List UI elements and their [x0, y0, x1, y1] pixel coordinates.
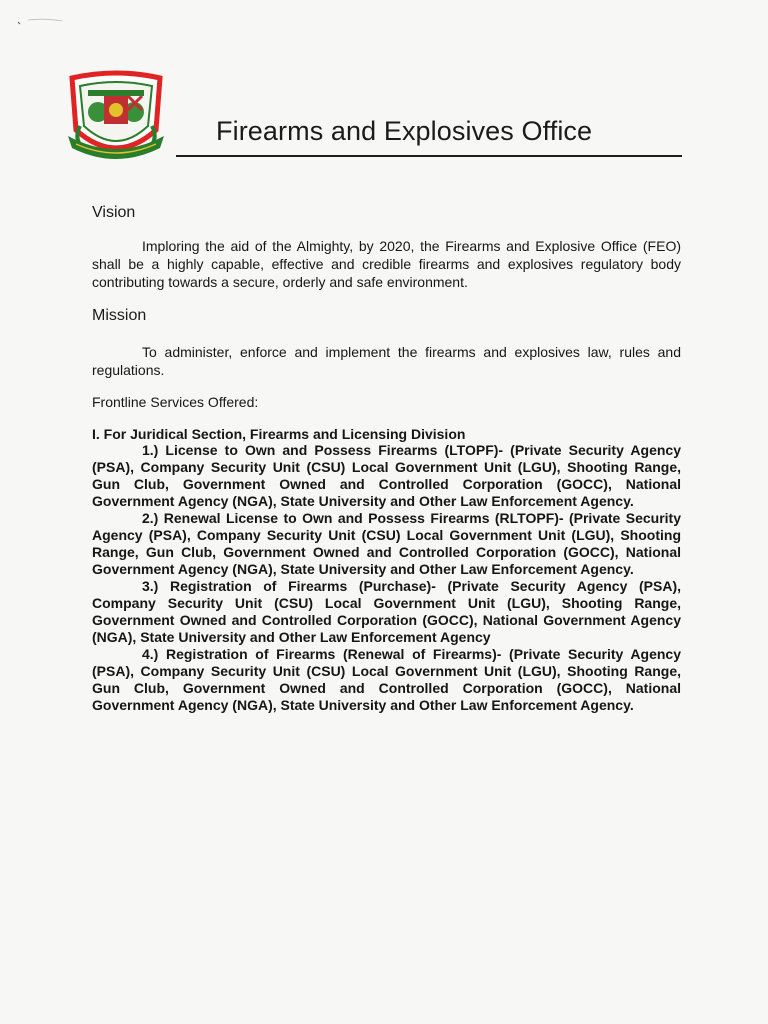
- mission-paragraph: To administer, enforce and implement the firearms and explosives law, rules and regulations.: [92, 344, 681, 378]
- scan-artifact-mark: [14, 14, 64, 26]
- vision-text: [92, 237, 681, 291]
- mission-text: [92, 343, 681, 379]
- service-item: 1.) License to Own and Possess Firearms (LTOPF)- (Private Security Agency (PSA), Company Security Unit (CSU) Local Government Unit (LGU), Shooting Range, Gun Club, Government Owned and Controlled Corporation (GOCC), National Government Agency (NGA), State University and Other Law Enforcement Agency.: [92, 442, 681, 509]
- feo-seal-icon: [58, 66, 174, 166]
- title-underline: [176, 155, 682, 157]
- vision-paragraph: Imploring the aid of the Almighty, by 2020, the Firearms and Explosive Office (FEO) shall be a highly capable, effective and credible firearms and explosives regulatory body contributing towards a secure, orderly and safe environment.: [92, 238, 681, 290]
- vision-heading: Vision: [92, 204, 136, 221]
- service-item: 2.) Renewal License to Own and Possess Firearms (RLTOPF)- (Private Security Agency (PSA), Company Security Unit (CSU) Local Government Unit (LGU), Shooting Range, Gun Club, Government Owned and Controlled Corporation (GOCC), National Government Agency (NGA), State University and Other Law Enforcement Agency.: [92, 510, 681, 577]
- mission-heading: Mission: [92, 307, 147, 324]
- division-heading: I. For Juridical Section, Firearms and Licensing Division: [92, 426, 466, 442]
- services-list: [92, 442, 681, 714]
- frontline-services-label: Frontline Services Offered:: [92, 394, 259, 410]
- service-item: 4.) Registration of Firearms (Renewal of Firearms)- (Private Security Agency (PSA), Company Security Unit (CSU) Local Government Unit (LGU), Shooting Range, Gun Club, Government Owned and Controlled Corporation (GOCC), National Government Agency (NGA), State University and Other Law Enforcement Agency.: [92, 646, 681, 713]
- page-title: Firearms and Explosives Office: [216, 116, 593, 146]
- service-item: 3.) Registration of Firearms (Purchase)- (Private Security Agency (PSA), Company Security Unit (CSU) Local Government Unit (LGU), Shooting Range, Government Owned and Controlled Corporation (GOCC), National Government Agency (NGA), State University and Other Law Enforcement Agency: [92, 578, 681, 645]
